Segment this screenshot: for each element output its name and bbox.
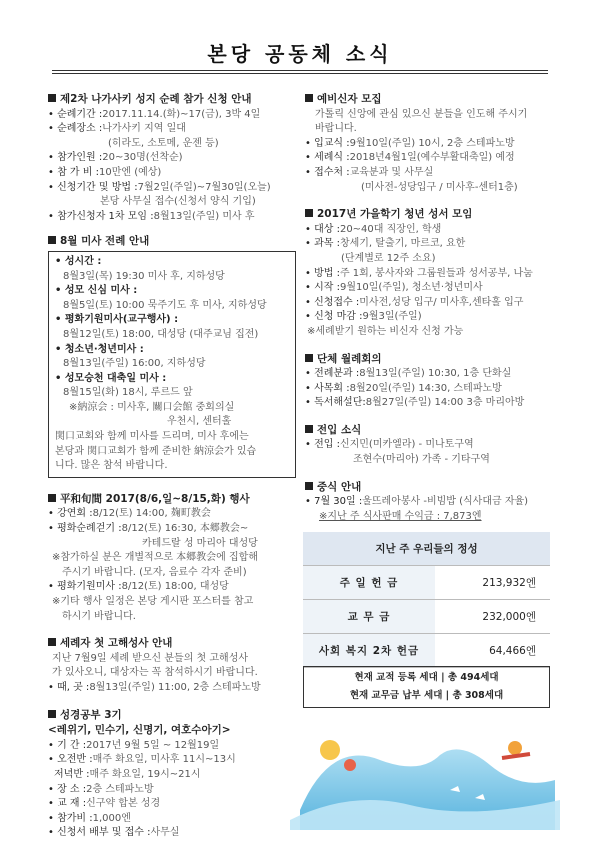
registered-households: 현재 교적 등록 세대 | 총 494세대 <box>354 672 499 683</box>
page-title: 본당 공동체 소식 <box>207 42 393 66</box>
mass-item-detail: 8월13일(주일) 16:00, 지하성당 <box>63 358 206 370</box>
household-stats-box <box>303 666 550 708</box>
mass-note: 우천시, 센터홀 <box>167 416 232 428</box>
list-item: • 신청접수 : 미사전,성당 입구/ 미사후,센타홀 입구 <box>305 296 524 308</box>
list-item: • 신청 마감 : 9월3일(주일) <box>305 311 422 323</box>
list-item: • 오전반 : 매주 화요일, 미사후 11시~13시 <box>48 754 236 766</box>
list-item: • 참가비 : 1,000엔 <box>48 812 131 824</box>
section-title: 세례자 첫 고해성사 안내 <box>60 637 173 650</box>
square-bullet-icon <box>48 94 56 102</box>
text-line: 지난 7월9일 세례 받으신 분들의 첫 고해성사 <box>52 652 249 664</box>
note-line: ※세례받기 원하는 비신자 신청 가능 <box>307 325 464 337</box>
section-subtitle: <레위기, 민수기, 신명기, 여호수아기> <box>48 724 231 737</box>
offering-header: 지난 주 우리들의 정성 <box>303 532 550 566</box>
list-item: • 참가신청자 1차 모임 : 8월13일(주일) 미사 후 <box>48 210 255 222</box>
list-item: 본당 사무실 접수(신청서 양식 기입) <box>100 196 256 208</box>
note-line: ※ 기타 행사 일정은 본당 게시판 포스터를 참고 <box>52 596 254 607</box>
section-first-confession <box>48 636 296 695</box>
list-item: 저녁반 : 매주 화요일, 19시~21시 <box>54 768 201 780</box>
offering-table <box>303 532 550 668</box>
list-item: • 세례식 : 2018년4월1일(예수부활대축일) 예정 <box>305 152 515 164</box>
list-item: (미사전-성당입구 / 미사후-센터1층) <box>361 181 518 193</box>
mass-item-title: • 성모 신심 미사 : <box>55 285 138 297</box>
list-item: • 때, 곳 : 8월13일(주일) 11:00, 2층 스테파노방 <box>48 681 261 693</box>
mass-item-title: • 성시간 : <box>55 255 102 267</box>
table-row: 주 일 헌 금 213,932엔 <box>303 566 550 600</box>
mass-note: 본당과 関口교회가 함께 준비한 納涼会가 있습 <box>55 445 257 457</box>
left-column <box>48 92 296 841</box>
list-item: • 전입 : 신지민(미카엘라) - 미나토구역 <box>305 439 474 451</box>
square-bullet-icon <box>48 710 56 718</box>
list-item: • 7월 30일 : 울뜨레아봉사 -비빔밥 (식사대금 자율) <box>305 496 529 508</box>
list-item: • 대상 : 20~40대 직장인, 학생 <box>305 223 442 235</box>
mass-note: 니다. 많은 참석 바랍니다. <box>55 460 168 472</box>
list-item: • 신청기간 및 방법 : 7월2일(주일)~7월30일(오늘) <box>48 181 271 193</box>
section-lunch <box>305 480 555 525</box>
section-title: 예비신자 모집 <box>317 93 382 105</box>
flower-icon <box>344 759 356 771</box>
section-peace-week <box>48 492 296 624</box>
note-line: 주시기 바랍니다. (모자, 음료수 각자 준비) <box>62 566 247 578</box>
list-item: • 방법 : 주 1회, 봉사자와 그룹원들과 성서공부, 나눔 <box>305 267 533 279</box>
section-august-mass <box>48 234 296 478</box>
list-item: 카테드랄 성 마리아 대성당 <box>142 537 258 549</box>
section-pilgrimage <box>48 92 296 224</box>
square-bullet-icon <box>305 354 313 362</box>
mass-note: 関口교회와 함께 미사를 드리며, 미사 후에는 <box>55 431 249 443</box>
list-item: • 기 간 : 2017년 9월 5일 ~ 12월19일 <box>48 739 220 751</box>
wave-illustration <box>290 720 560 830</box>
table-row: 사회 복지 2차 헌금 64,466엔 <box>303 634 550 668</box>
mass-item-detail: 8월3일(목) 19:30 미사 후, 지하성당 <box>63 270 225 282</box>
section-bible-study <box>48 708 296 841</box>
list-item: • 신청서 배부 및 접수 : 사무실 <box>48 827 180 839</box>
mass-item-title: • 성모승천 대축일 미사 : <box>55 372 167 384</box>
list-item: • 참가인원 : 20~30명(선착순) <box>48 152 183 164</box>
mass-note: ※納涼会 : 미사후, 關口会館 중회의실 <box>69 401 235 413</box>
right-column <box>305 92 555 524</box>
title-divider-2 <box>52 73 548 74</box>
list-item: • 입교식 : 9월10일(주일) 10시, 2층 스테파노방 <box>305 137 515 149</box>
square-bullet-icon <box>305 94 313 102</box>
section-youth-bible <box>305 207 555 339</box>
square-bullet-icon <box>48 236 56 244</box>
square-bullet-icon <box>305 209 313 217</box>
section-transfer <box>305 423 555 468</box>
list-item: • 사목회 : 8월20일(주일) 14:30, 스테파노방 <box>305 382 502 394</box>
section-title: 제2차 나가사키 성지 순례 참가 신청 안내 <box>60 93 252 105</box>
section-title: 8월 미사 전례 안내 <box>60 235 150 248</box>
flower-icon <box>320 740 340 760</box>
list-item: • 전례분과 : 8월13일(주일) 10:30, 1층 단화실 <box>305 368 512 380</box>
list-item: • 교 재 : 신구약 합본 성경 <box>48 798 161 810</box>
list-item: • 장 소 : 2층 스테파노방 <box>48 783 154 795</box>
section-title: 平和旬間 2017(8/6,일~8/15,화) 행사 <box>60 492 250 505</box>
list-item: • 독서해설단: 8월27일(주일) 14:00 3층 마리아방 <box>305 397 525 409</box>
text-line: 가톨릭 신앙에 관심 있으신 분들을 인도해 주시기 <box>315 108 528 120</box>
swimmer-body-icon <box>502 754 530 758</box>
title-divider <box>52 70 548 71</box>
list-item: • 평화기원미사 : 8/12(토) 18:00, 대성당 <box>48 581 229 593</box>
list-item: (히라도, 소토메, 운젠 등) <box>108 137 219 149</box>
list-item: • 참 가 비 : 10만엔 (예상) <box>48 166 162 178</box>
square-bullet-icon <box>305 482 313 490</box>
list-item: • 접수처 : 교육분과 및 사무실 <box>305 166 434 178</box>
list-item: • 과목 : 창세기, 탈출기, 마르코, 요한 <box>305 238 466 250</box>
square-bullet-icon <box>48 494 56 502</box>
section-title: 중식 안내 <box>317 480 362 493</box>
mass-item-title: • 청소년·청년미사 : <box>55 343 144 355</box>
square-bullet-icon <box>48 638 56 646</box>
lunch-sales: ※지난 주 식사판매 수익금 : 7,873엔 <box>319 510 482 522</box>
list-item: (단계별로 12주 소요) <box>341 252 436 264</box>
dues-households: 현재 교무금 납부 세대 | 총 308세대 <box>349 690 504 701</box>
mass-item-detail: 8월12일(토) 18:00, 대성당 (대주교님 집전) <box>63 328 259 340</box>
list-item: • 순례기간 : 2017.11.14.(화)~17(금), 3박 4일 <box>48 108 261 120</box>
note-line: 하시기 바랍니다. <box>62 610 136 622</box>
list-item: • 평화순례걷기 : 8/12(토) 16:30, 本郷教会~ <box>48 523 249 535</box>
mass-item-title: • 평화기원미사(교구행사) : <box>55 314 179 326</box>
section-title: 단체 월례회의 <box>317 352 382 365</box>
list-item: 조현수(마리아) 가족 - 기타구역 <box>353 454 490 466</box>
text-line: 바랍니다. <box>315 123 357 135</box>
mass-box <box>48 251 296 478</box>
section-meetings <box>305 352 555 411</box>
mass-item-detail: 8월15일(화) 18시, 루르드 앞 <box>63 387 193 399</box>
section-title: 2017년 가을학기 청년 성서 모임 <box>317 208 473 221</box>
text-line: 가 있사오니, 대상자는 꼭 참석하시기 바랍니다. <box>52 667 258 679</box>
note-line: ※ 참가하실 분은 개별적으로 本郷教会에 집합해 <box>52 552 259 564</box>
list-item: • 순례장소 : 나가사키 지역 일대 <box>48 123 186 135</box>
section-title: 전입 소식 <box>317 423 362 436</box>
mass-item-detail: 8월5일(토) 10:00 묵주기도 후 미사, 지하성당 <box>63 299 267 311</box>
item-list <box>48 108 296 225</box>
swimmer-icon <box>508 741 522 755</box>
square-bullet-icon <box>305 425 313 433</box>
section-catechumen <box>305 92 555 195</box>
table-row: 교 무 금 232,000엔 <box>303 600 550 634</box>
list-item: • 강연회 : 8/12(토) 14:00, 麹町教会 <box>48 508 211 520</box>
page-title-wrap <box>0 38 600 67</box>
section-title: 성경공부 3기 <box>60 708 122 721</box>
list-item: • 시작 : 9월10일(주일), 청소년·청년미사 <box>305 282 483 294</box>
